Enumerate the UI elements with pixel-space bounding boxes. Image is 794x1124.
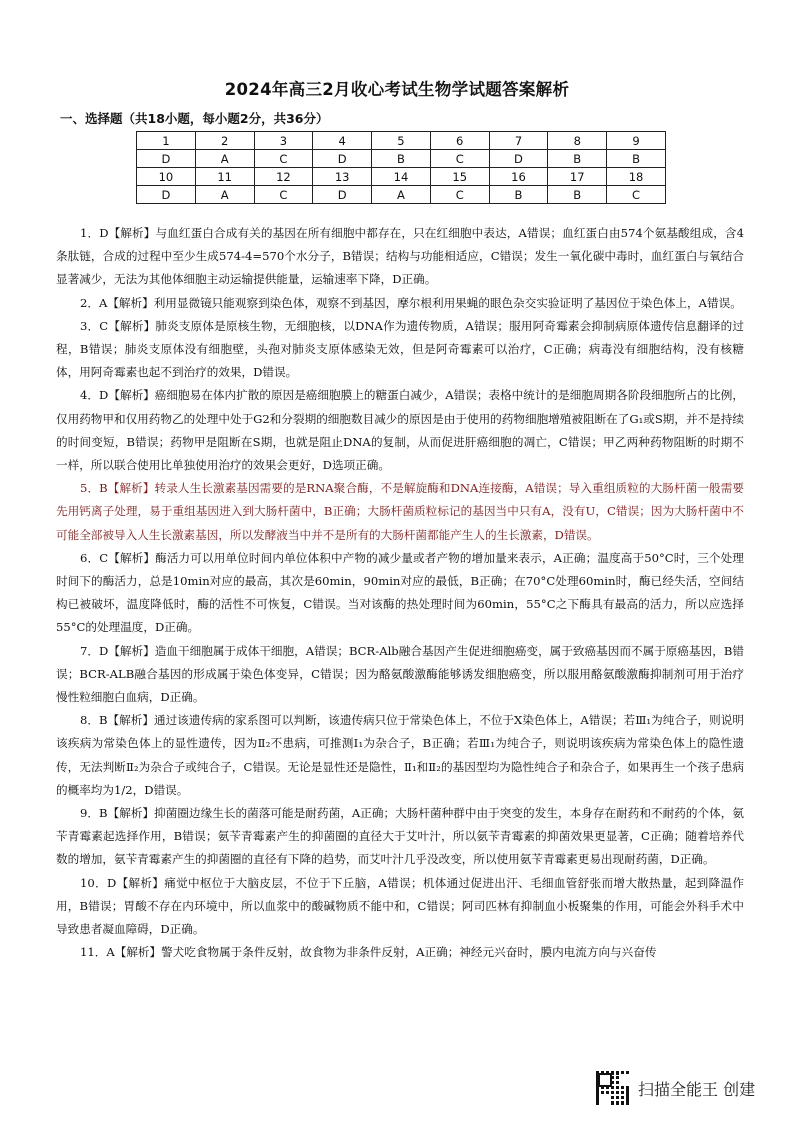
answer-table-cell: 9 bbox=[607, 132, 666, 150]
answer-table-cell: D bbox=[313, 186, 372, 204]
scanner-watermark bbox=[596, 1071, 755, 1105]
answer-table-cell: C bbox=[607, 186, 666, 204]
answer-table-cell: B bbox=[548, 186, 607, 204]
explanation-9: 9．B【解析】抑菌圈边缘生长的菌落可能是耐药菌，A正确；大肠杆菌种群中由于突变的发生，本身存在耐药和不耐药的个体，氨苄青霉素起选择作用，B错误；氨苄青霉素产生的抑菌圈的直径大于艾叶汁，所以氨苄青霉素的抑菌效果更显著，C正确；随着培养代数的增加，氨苄青霉素产生的抑菌圈的直径有下降的趋势，而艾叶汁几乎没改变，所以使用氨苄青霉素更易出现耐药菌，D正确。 bbox=[56, 806, 744, 867]
page-title: 2024年高三2月收心考试生物学试题答案解析 bbox=[224, 80, 570, 99]
answer-table-row bbox=[137, 150, 666, 168]
explanation-5: 5．B【解析】转录人生长激素基因需要的是RNA聚合酶，不是解旋酶和DNA连接酶，A错误；导入重组质粒的大肠杆菌一般需要先用钙离子处理，易于重组基因进入到大肠杆菌中，B正确；大肠杆菌质粒标记的基因当中只有A，没有U，C错误；因为大肠杆菌中不可能全部被导入人生长激素基因，所以发酵液当中并不是所有的大肠杆菌都能产生人的生长激素，D错误。 bbox=[56, 481, 744, 542]
answer-table-cell: C bbox=[254, 186, 313, 204]
answer-table-cell: 13 bbox=[313, 168, 372, 186]
answer-table-cell: D bbox=[137, 150, 196, 168]
answer-table-cell: 1 bbox=[137, 132, 196, 150]
answer-table-cell: 18 bbox=[607, 168, 666, 186]
qr-code-icon bbox=[596, 1071, 630, 1105]
answer-table-cell: 2 bbox=[195, 132, 254, 150]
explanation-6: 6．C【解析】酶活力可以用单位时间内单位体积中产物的减少量或者产物的增加量来表示，A正确；温度高于50°C时，三个处理时间下的酶活力，总是10min对应的最高，其次是60min，90min对应的最低，B正确；在70°C处理60min时，酶已经失活，空间结构已被破坏，温度降低时，酶的活性不可恢复，C错误。当对该酶的热处理时间为60min，55°C之下酶具有最高的活力，所以应选择55°C的处理温度，D正确。 bbox=[56, 550, 744, 635]
scanner-text: 扫描全能王 创建 bbox=[638, 1079, 756, 1099]
answer-table-cell: 17 bbox=[548, 168, 607, 186]
answer-table-cell: C bbox=[430, 150, 489, 168]
answer-table-cell: 10 bbox=[137, 168, 196, 186]
answer-table-cell: C bbox=[430, 186, 489, 204]
answer-table-cell: 4 bbox=[313, 132, 372, 150]
explanation-8: 8．B【解析】通过该遗传病的家系图可以判断，该遗传病只位于常染色体上，不位于X染色体上，A错误；若Ⅲ₁为纯合子，则说明该疾病为常染色体上的显性遗传，因为Ⅱ₂不患病，可推测Ⅰ₁为杂合子，B正确；若Ⅲ₁为纯合子，则说明该疾病为常染色体上的隐性遗传，无法判断Ⅱ₂为杂合子或纯合子，C错误。无论是显性还是隐性，Ⅱ₁和Ⅱ₂的基因型均为隐性纯合子和杂合子，如果再生一个孩子患病的概率均为1/2，D错误。 bbox=[56, 713, 744, 797]
answer-table-cell: C bbox=[254, 150, 313, 168]
answer-table-cell: A bbox=[372, 186, 431, 204]
answer-table-cell: 15 bbox=[430, 168, 489, 186]
explanations bbox=[56, 222, 744, 965]
answer-table-cell: B bbox=[489, 186, 548, 204]
answer-table-cell: 5 bbox=[372, 132, 431, 150]
answer-table-cell: 7 bbox=[489, 132, 548, 150]
answer-table-row bbox=[137, 132, 666, 150]
explanation-3: 3．C【解析】肺炎支原体是原核生物，无细胞核，以DNA作为遗传物质，A错误；服用阿奇霉素会抑制病原体遗传信息翻译的过程，B错误；肺炎支原体没有细胞壁，头孢对肺炎支原体感染无效，但是阿奇霉素可以治疗，C正确；病毒没有细胞结构，没有核糖体，用阿奇霉素也起不到治疗的效果，D错误。 bbox=[56, 318, 744, 380]
answer-table-cell: 11 bbox=[195, 168, 254, 186]
explanation-7: 7．D【解析】造血干细胞属于成体干细胞，A错误；BCR-Alb融合基因产生促进细胞癌变，属于致癌基因而不属于原癌基因，B错误；BCR-ALB融合基因的形成属于染色体变异，C错误；因为酪氨酸激酶能够诱发细胞癌变，所以服用酪氨酸激酶抑制剂可用于治疗慢性粒细胞白血病，D正确。 bbox=[56, 643, 744, 705]
answer-table-cell: 3 bbox=[254, 132, 313, 150]
answer-table-cell: D bbox=[489, 150, 548, 168]
answer-table-cell: 8 bbox=[548, 132, 607, 150]
answer-table-cell: 6 bbox=[430, 132, 489, 150]
explanation-4: 4．D【解析】癌细胞易在体内扩散的原因是癌细胞膜上的糖蛋白减少，A错误；表格中统计的是细胞周期各阶段细胞所占的比例，仅用药物甲和仅用药物乙的处理中处于G2和分裂期的细胞数目减少的原因是由于使用的药物细胞增殖被阻断在了G₁或S期，并不是持续的时间变短，B错误；药物甲是阻断在S期，也就是阻止DNA的复制，从而促进肝癌细胞的凋亡，C错误；甲乙两种药物阻断的时期不一样，所以联合使用比单独使用治疗的效果会更好，D选项正确。 bbox=[56, 388, 744, 473]
answer-table-cell: 14 bbox=[372, 168, 431, 186]
answer-table-cell: 16 bbox=[489, 168, 548, 186]
answer-table-cell: A bbox=[195, 150, 254, 168]
explanation-1: 1．D【解析】与血红蛋白合成有关的基因在所有细胞中都存在，只在红细胞中表达，A错误；血红蛋白由574个氨基酸组成，含4条肽链，合成的过程中至少生成574-4=570个水分子，B错误；结构与功能相适应，C错误；发生一氧化碳中毒时，血红蛋白与氧结合显著减少，无法为其他体细胞主动运输提供能量，运输速率下降，D正确。 bbox=[56, 226, 744, 287]
answer-table bbox=[136, 131, 666, 204]
answer-table-cell: 12 bbox=[254, 168, 313, 186]
answer-table-cell: D bbox=[313, 150, 372, 168]
answer-table-cell: B bbox=[607, 150, 666, 168]
answer-table-cell: D bbox=[137, 186, 196, 204]
answer-table-row bbox=[137, 168, 666, 186]
answer-table-row bbox=[137, 186, 666, 204]
explanation-10: 10．D【解析】痛觉中枢位于大脑皮层，不位于下丘脑，A错误；机体通过促进出汗、毛细血管舒张而增大散热量，起到降温作用，B错误；胃酸不存在内环境中，所以血浆中的酸碱物质不能中和，C错误；阿司匹林有抑制血小板聚集的作用，可能会外科手术中导致患者凝血障碍，D正确。 bbox=[56, 875, 744, 937]
answer-table-cell: B bbox=[548, 150, 607, 168]
answer-table-cell: B bbox=[372, 150, 431, 168]
answer-table-cell: A bbox=[195, 186, 254, 204]
explanation-11: 11．A【解析】警犬吃食物属于条件反射，故食物为非条件反射，A正确；神经元兴奋时，膜内电流方向与兴奋传 bbox=[80, 945, 657, 960]
explanation-2: 2．A【解析】利用显微镜只能观察到染色体，观察不到基因，摩尔根利用果蝇的眼色杂交实验证明了基因位于染色体上，A错误。 bbox=[80, 295, 742, 310]
section-heading: 一、选择题（共18小题，每小题2分，共36分） bbox=[60, 111, 329, 126]
